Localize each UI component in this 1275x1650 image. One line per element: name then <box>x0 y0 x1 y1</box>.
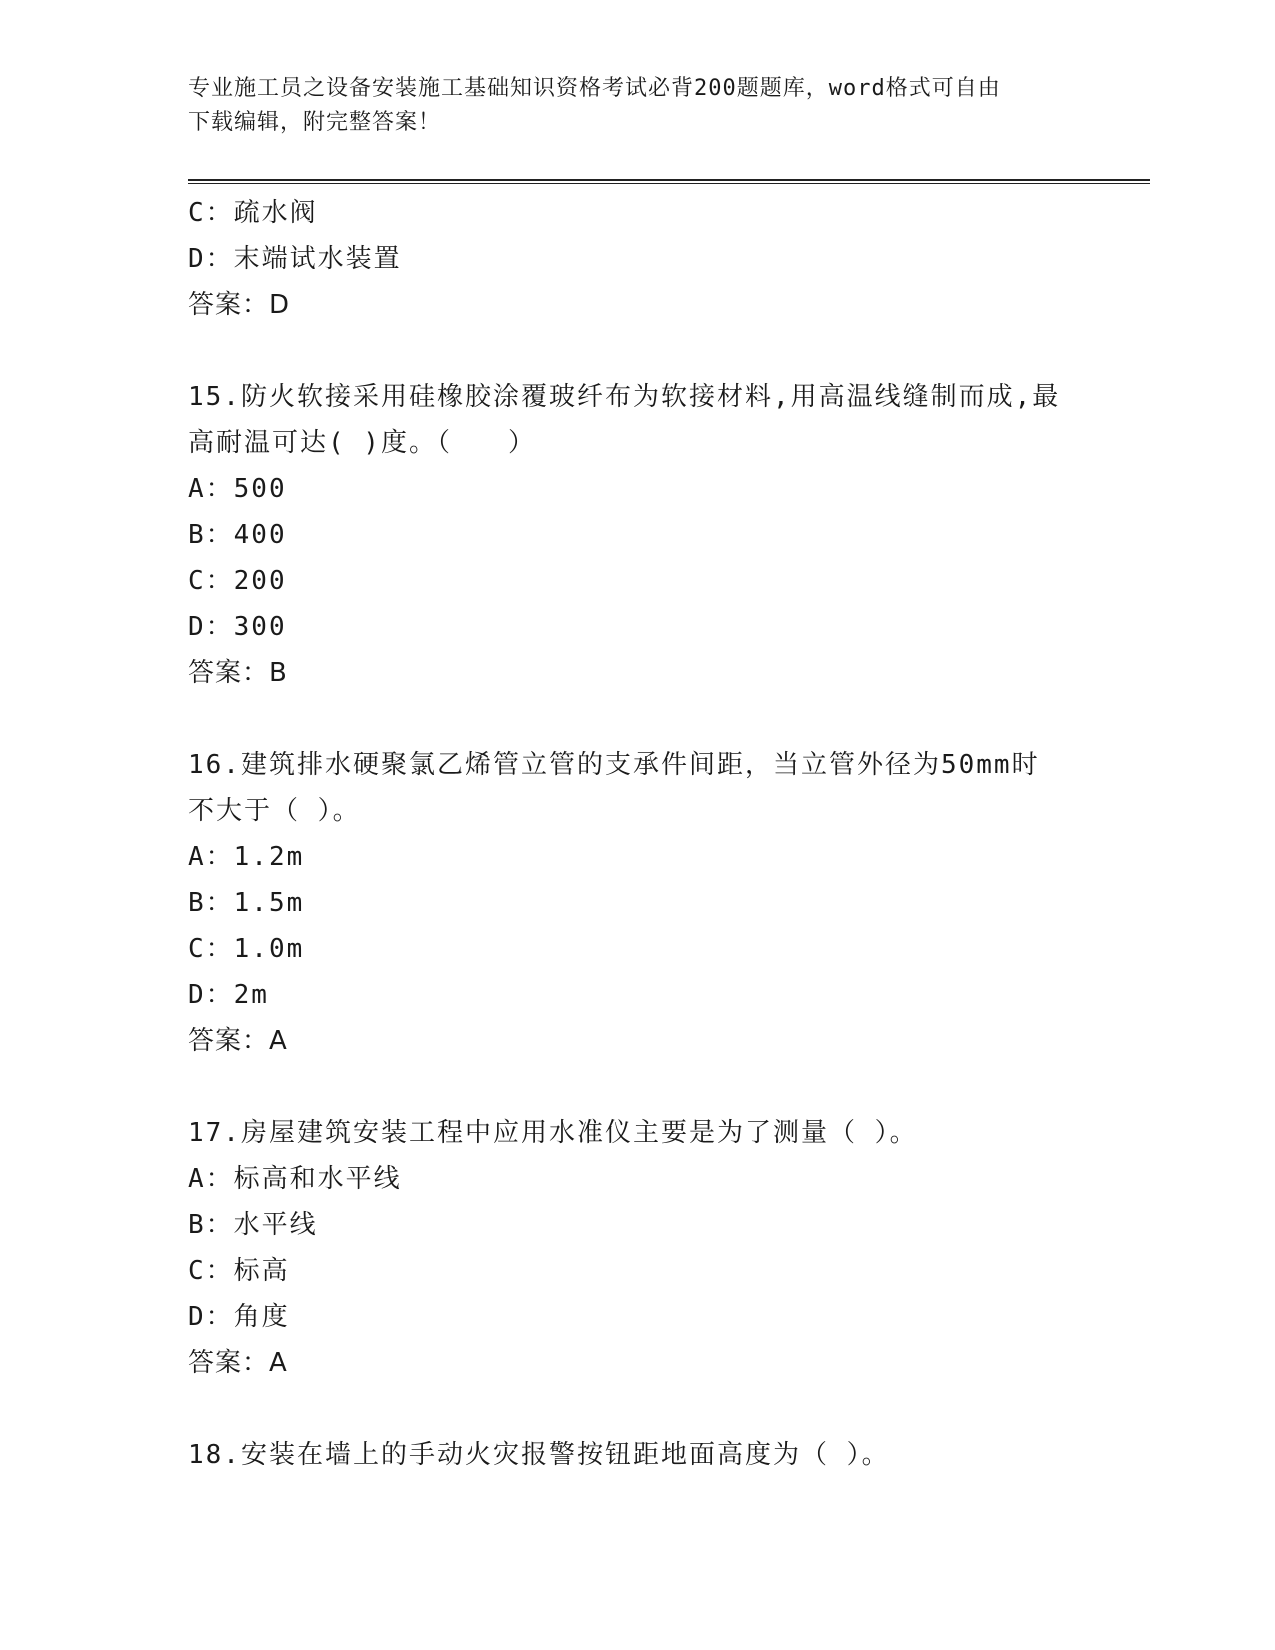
spacer <box>188 1064 1088 1110</box>
option-a: A：1.2m <box>188 842 305 872</box>
option-c: C：标高 <box>188 1256 290 1286</box>
option-a: A：500 <box>188 474 287 504</box>
option-a: A：标高和水平线 <box>188 1164 402 1194</box>
question-stem: 18.安装在墙上的手动火灾报警按钮距地面高度为（ ）。 <box>188 1440 890 1470</box>
option-d: D：角度 <box>188 1302 290 1332</box>
option-b: B：1.5m <box>188 888 305 918</box>
spacer <box>188 328 1088 374</box>
question-17 <box>188 1110 1088 1386</box>
question-stem: 16.建筑排水硬聚氯乙烯管立管的支承件间距，当立管外径为50mm时 <box>188 750 1040 780</box>
option-c: C：200 <box>188 566 287 596</box>
header-divider <box>188 179 1150 184</box>
answer-line: 答案：A <box>188 1026 288 1056</box>
question-stem: 17.房屋建筑安装工程中应用水准仪主要是为了测量（ ）。 <box>188 1118 918 1148</box>
answer-line: 答案：B <box>188 658 288 688</box>
option-b: B：400 <box>188 520 287 550</box>
header-line-1: 专业施工员之设备安装施工基础知识资格考试必背200题题库，word格式可自由 <box>188 76 1001 101</box>
question-stem: 不大于（ ）。 <box>188 796 361 826</box>
answer-line: 答案：D <box>188 290 291 320</box>
option-d: D：2m <box>188 980 269 1010</box>
spacer <box>188 1386 1088 1432</box>
question-16 <box>188 742 1088 1064</box>
question-list <box>188 190 1088 1478</box>
option-d: D：末端试水装置 <box>188 244 402 274</box>
option-d: D：300 <box>188 612 287 642</box>
question-stem: 15.防火软接采用硅橡胶涂覆玻纤布为软接材料,用高温线缝制而成,最 <box>188 382 1061 412</box>
question-15 <box>188 374 1088 696</box>
document-header <box>188 72 1088 140</box>
option-c: C：1.0m <box>188 934 305 964</box>
question-stem: 高耐温可达( )度。（ ） <box>188 428 536 458</box>
question-14-continued <box>188 190 1088 328</box>
question-18 <box>188 1432 1088 1478</box>
spacer <box>188 696 1088 742</box>
answer-line: 答案：A <box>188 1348 288 1378</box>
option-b: B：水平线 <box>188 1210 318 1240</box>
option-c: C：疏水阀 <box>188 198 318 228</box>
header-line-2: 下载编辑，附完整答案！ <box>188 110 442 135</box>
